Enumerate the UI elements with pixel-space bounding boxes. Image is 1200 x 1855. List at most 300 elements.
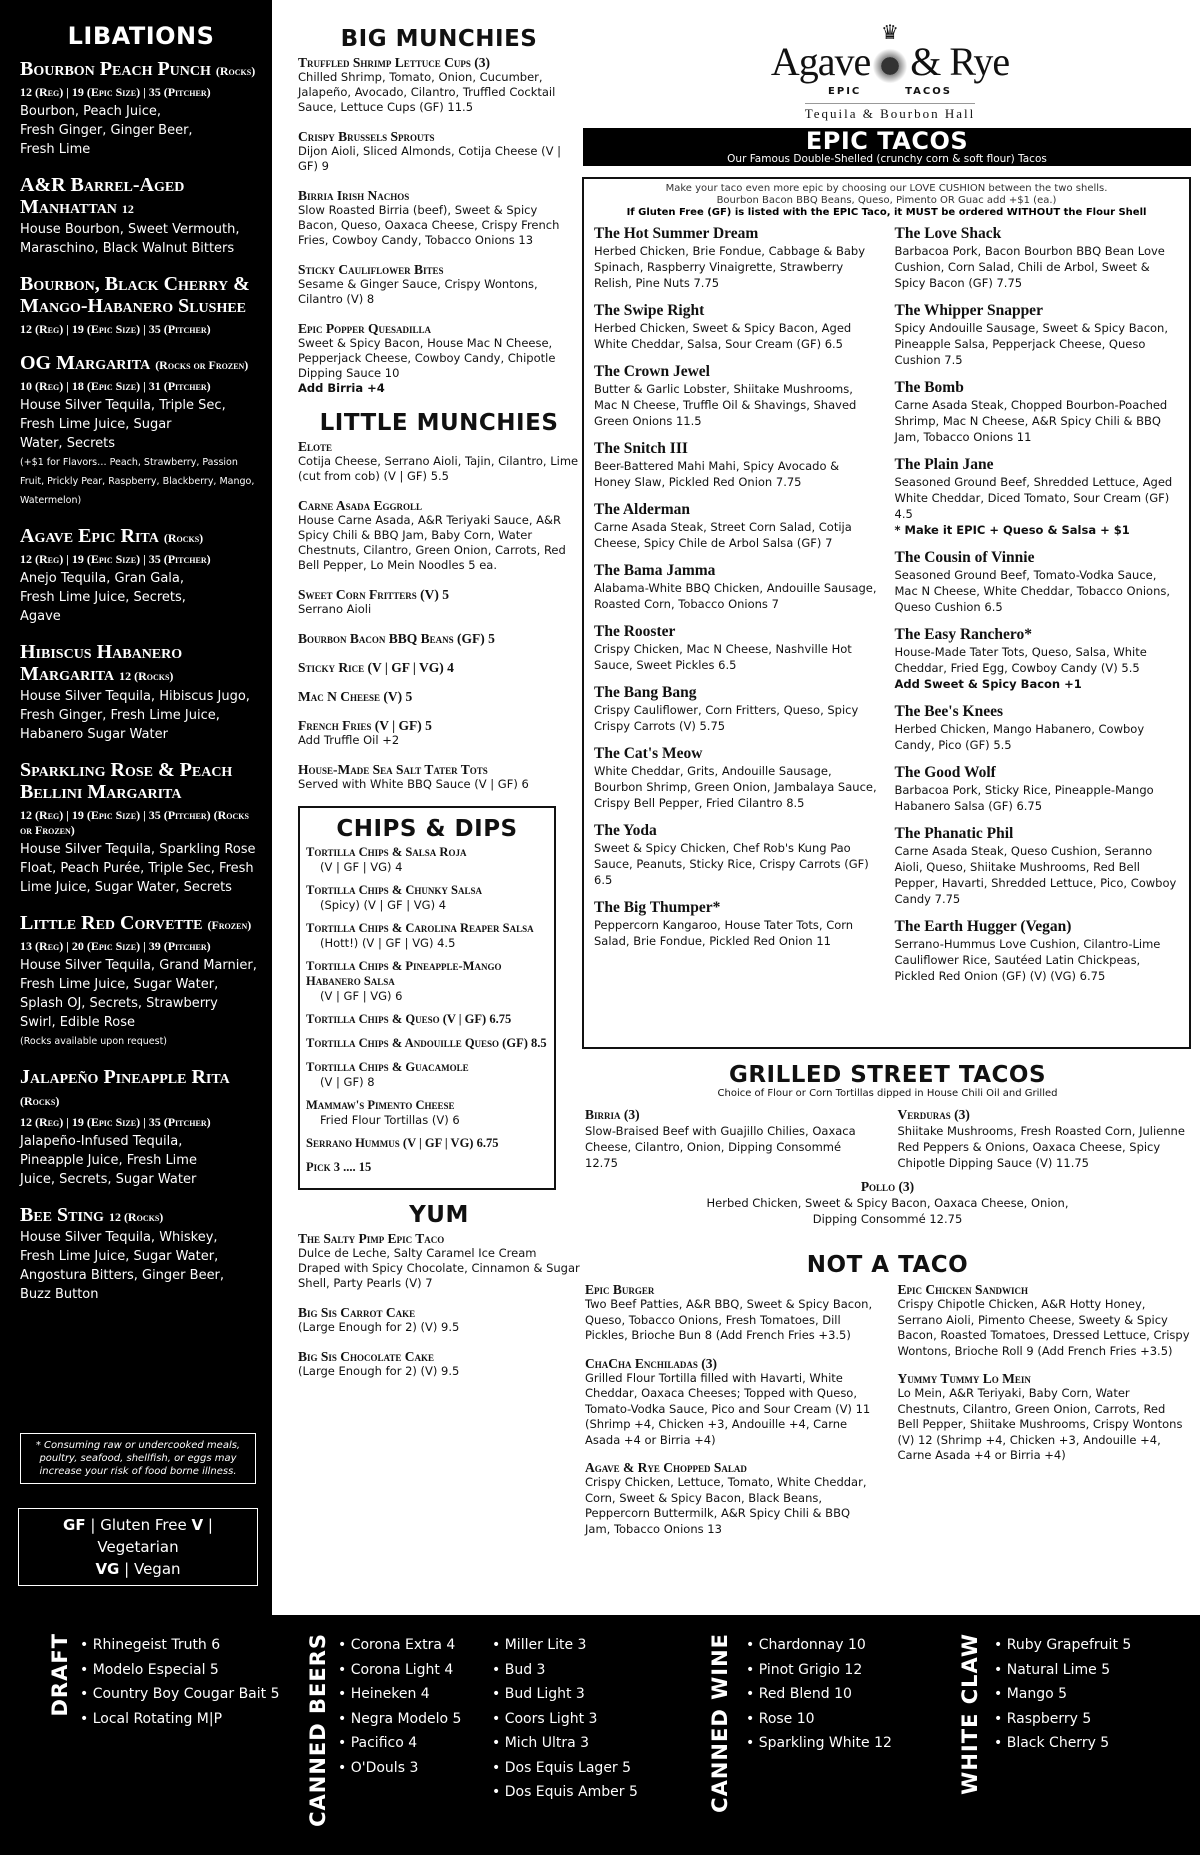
libation-desc: Juice, Secrets, Sugar Water bbox=[20, 1172, 197, 1187]
libation-desc: Splash OJ, Secrets, Strawberry bbox=[20, 996, 218, 1011]
legend-gf-text: | Gluten Free bbox=[90, 1516, 187, 1534]
epic-taco-item bbox=[895, 825, 1180, 907]
libation-price: 12 (Reg) | 19 (Epic Size) | 35 (Pitcher) (Rocks or Frozen) bbox=[20, 808, 249, 837]
menu-item bbox=[298, 631, 580, 646]
menu-item bbox=[298, 262, 580, 307]
epic-taco-item bbox=[594, 302, 879, 352]
libation-name bbox=[20, 58, 262, 82]
libation-price: 13 (Reg) | 20 (Epic Size) | 39 (Pitcher) bbox=[20, 939, 211, 953]
taco-extra: * Make it EPIC + Queso & Salsa + $1 bbox=[894, 523, 1130, 537]
chip-item bbox=[306, 1160, 548, 1175]
libation-desc: House Silver Tequila, Hibiscus Jugo, bbox=[20, 689, 250, 704]
libation-item bbox=[20, 525, 262, 626]
item-name: Birria Irish Nachos bbox=[298, 188, 410, 203]
taco-name: The Bee's Knees bbox=[894, 703, 1003, 720]
libation-name-text: Little Red Corvette bbox=[20, 912, 203, 934]
yum-title: YUM bbox=[409, 1202, 469, 1228]
epic-taco-item bbox=[895, 225, 1180, 291]
libation-name bbox=[20, 759, 262, 805]
item-name: Crispy Brussels Sprouts bbox=[298, 129, 435, 144]
taco-desc: Seasoned Ground Beef, Shredded Lettuce, Aged White Cheddar, Diced Tomato, Sour Cream (GF) 4.5 bbox=[894, 475, 1173, 521]
item-desc: Served with White BBQ Sauce (V | GF) 6 bbox=[298, 777, 529, 791]
not-a-taco-title: NOT A TACO bbox=[806, 1252, 969, 1278]
drink-item: • Ruby Grapefruit 5 bbox=[994, 1633, 1131, 1658]
item-desc: Slow-Braised Beef with Guajillo Chilies, Oaxaca Cheese, Cilantro, Onion, Dipping Consommé 12.75 bbox=[585, 1124, 856, 1170]
libation-desc: Fresh Lime Juice, Sugar Water, bbox=[20, 1249, 219, 1264]
epic-taco-item bbox=[594, 363, 879, 429]
taco-extra: Add Sweet & Spicy Bacon +1 bbox=[894, 677, 1082, 691]
taco-name: The Rooster bbox=[594, 623, 676, 640]
item-desc: Crispy Chicken, Lettuce, Tomato, White Cheddar, Corn, Sweet & Spicy Bacon, Black Beans, Peppercorn Buttermilk, A&R Spicy Chili & BBQ Jam, Tobacco Onions 13 bbox=[585, 1475, 867, 1536]
taco-name: The Love Shack bbox=[894, 225, 1002, 242]
libation-item bbox=[20, 352, 262, 510]
item-sub: Fried Flour Tortillas (V) 6 bbox=[320, 1113, 460, 1127]
legend-v: V bbox=[191, 1516, 204, 1534]
libation-desc: Fresh Lime bbox=[20, 142, 91, 157]
libation-name bbox=[20, 1066, 262, 1112]
menu-item bbox=[298, 660, 580, 675]
drink-item: • Coors Light 3 bbox=[492, 1707, 638, 1732]
item-desc: Dijon Aioli, Sliced Almonds, Cotija Cheese (V | GF) 9 bbox=[298, 144, 562, 173]
libation-desc: Anejo Tequila, Gran Gala, bbox=[20, 571, 185, 586]
taco-name: The Yoda bbox=[594, 822, 657, 839]
legend-v-text: | Vegetarian bbox=[97, 1516, 213, 1556]
bee-icon bbox=[873, 48, 907, 84]
drink-item: • Pacifico 4 bbox=[338, 1731, 461, 1756]
epic-taco-item bbox=[594, 562, 879, 612]
menu-item bbox=[298, 718, 580, 748]
not-a-taco-left bbox=[585, 1282, 878, 1549]
chip-item bbox=[306, 1012, 548, 1027]
epic-taco-item bbox=[594, 225, 879, 291]
item-desc: Add Truffle Oil +2 bbox=[298, 733, 400, 747]
libation-item bbox=[20, 1066, 262, 1189]
libation-name-text: Bourbon, Black Cherry & Mango-Habanero Slushee bbox=[20, 273, 250, 317]
epic-taco-item bbox=[895, 549, 1180, 615]
epic-intro-3: If Gluten Free (GF) is listed with the EPIC Taco, it MUST be ordered WITHOUT the Flour Shell bbox=[626, 207, 1147, 218]
taco-name: The Easy Ranchero* bbox=[894, 626, 1033, 643]
street-taco-item bbox=[898, 1107, 1191, 1171]
drink-item: • Heineken 4 bbox=[338, 1682, 461, 1707]
chip-item bbox=[306, 1136, 548, 1151]
taco-desc: Herbed Chicken, Mango Habanero, Cowboy Candy, Pico (GF) 5.5 bbox=[894, 722, 1145, 752]
taco-desc: Spicy Andouille Sausage, Sweet & Spicy Bacon, Pineapple Salsa, Pepperjack Cheese, Queso Cushion 7.5 bbox=[894, 321, 1168, 367]
libation-extra: (+$1 for Flavors… Peach, Strawberry, Passion Fruit, Prickly Pear, Raspberry, Blackberry, Mango, Watermelon) bbox=[20, 457, 255, 506]
item-name: Big Sis Chocolate Cake bbox=[298, 1349, 434, 1364]
drink-item: • Country Boy Cougar Bait 5 bbox=[80, 1682, 280, 1707]
item-desc: Chilled Shrimp, Tomato, Onion, Cucumber, Jalapeño, Avocado, Cilantro, Truffled Cocktail Sauce, Lettuce Cups (GF) 11.5 bbox=[298, 70, 556, 114]
item-sub: (Hott!) (V | GF | VG) 4.5 bbox=[320, 936, 456, 950]
taco-desc: Crispy Chicken, Mac N Cheese, Nashville Hot Sauce, Sweet Pickles 6.5 bbox=[594, 642, 852, 672]
menu-item bbox=[298, 55, 580, 115]
taco-name: The Cousin of Vinnie bbox=[894, 549, 1035, 566]
epic-taco-item bbox=[594, 822, 879, 888]
item-name: Birria (3) bbox=[585, 1107, 640, 1122]
item-name: Sweet Corn Fritters (V) 5 bbox=[298, 587, 450, 602]
libation-extra: (Rocks available upon request) bbox=[20, 1036, 168, 1047]
chips-dips-box bbox=[298, 806, 556, 1190]
taco-name: The Swipe Right bbox=[594, 302, 705, 319]
drink-item: • Rose 10 bbox=[746, 1707, 892, 1732]
libation-desc: Buzz Button bbox=[20, 1287, 99, 1302]
legend-vg: VG bbox=[95, 1560, 120, 1578]
taco-desc: Herbed Chicken, Brie Fondue, Cabbage & Baby Spinach, Raspberry Vinaigrette, Strawberry Relish, Pine Nuts 7.75 bbox=[594, 244, 866, 290]
menu-item bbox=[298, 689, 580, 704]
libations-panel bbox=[0, 0, 272, 1615]
menu-item bbox=[585, 1356, 878, 1449]
epic-taco-item bbox=[594, 501, 879, 551]
taco-name: The Bama Jamma bbox=[594, 562, 716, 579]
brand-name-left: Agave bbox=[770, 39, 871, 84]
menu-item bbox=[298, 1349, 580, 1379]
libation-item bbox=[20, 912, 262, 1051]
epic-taco-item bbox=[895, 456, 1180, 538]
item-desc: Crispy Chipotle Chicken, A&R Hotty Honey, Serrano Aioli, Pimento Cheese, Sweety & Spicy Bacon, Roasted Tomatoes, Dressed Lettuce, Crispy Wontons, Brioche Roll 9 (Add French Fries +3.5) bbox=[897, 1297, 1190, 1358]
epic-taco-item bbox=[594, 440, 879, 490]
street-tacos-section bbox=[585, 1062, 1190, 1227]
taco-desc: Butter & Garlic Lobster, Shiitake Mushrooms, Mac N Cheese, Truffle Oil & Shavings, Shaved Green Onions 11.5 bbox=[594, 382, 857, 428]
epic-taco-item bbox=[895, 918, 1180, 984]
epic-tacos-header bbox=[583, 128, 1191, 166]
libation-name-text: A&R Barrel-Aged Manhattan bbox=[20, 174, 185, 218]
epic-intro-1: Make your taco even more epic by choosing our LOVE CUSHION between the two shells. bbox=[665, 183, 1108, 194]
drink-item: • Mich Ultra 3 bbox=[492, 1731, 638, 1756]
item-name: French Fries (V | GF) 5 bbox=[298, 718, 432, 733]
item-name: Sticky Cauliflower Bites bbox=[298, 262, 444, 277]
item-name: Pick 3 .... 15 bbox=[306, 1160, 372, 1174]
chips-dips-title: CHIPS & DIPS bbox=[336, 816, 518, 842]
libation-name-text: Agave Epic Rita bbox=[20, 525, 159, 547]
taco-desc: Alabama-White BBQ Chicken, Andouille Sausage, Roasted Corn, Tobacco Onions 7 bbox=[594, 581, 877, 611]
menu-item bbox=[298, 188, 580, 248]
little-munchies-title: LITTLE MUNCHIES bbox=[319, 410, 559, 436]
draft-list bbox=[80, 1633, 280, 1731]
libation-desc: Angostura Bitters, Ginger Beer, bbox=[20, 1268, 225, 1283]
taco-desc: White Cheddar, Grits, Andouille Sausage, Bourbon Shrimp, Green Onion, Jambalaya Sauce, Crispy Bell Pepper, Fried Cilantro 8.5 bbox=[594, 764, 877, 810]
drink-item: • Corona Light 4 bbox=[338, 1658, 461, 1683]
epic-taco-item bbox=[895, 302, 1180, 368]
taco-name: The Phanatic Phil bbox=[894, 825, 1014, 842]
big-munchies-title: BIG MUNCHIES bbox=[340, 26, 538, 52]
taco-name: The Good Wolf bbox=[894, 764, 996, 781]
drink-item: • Dos Equis Amber 5 bbox=[492, 1780, 638, 1805]
drink-item: • Local Rotating M|P bbox=[80, 1707, 280, 1732]
draft-label: DRAFT bbox=[48, 1633, 72, 1717]
chip-item bbox=[306, 1060, 548, 1089]
canned-beers-list-2 bbox=[492, 1633, 638, 1805]
chips-dips-list bbox=[306, 845, 548, 1175]
canned-wine-list bbox=[746, 1633, 892, 1756]
item-desc: Sweet & Spicy Bacon, House Mac N Cheese, Pepperjack Cheese, Cowboy Candy, Chipotle Dipping Sauce 10 bbox=[298, 336, 556, 380]
drink-item: • O'Douls 3 bbox=[338, 1756, 461, 1781]
chip-item bbox=[306, 883, 548, 912]
libation-price: 10 (Reg) | 18 (Epic Size) | 31 (Pitcher) bbox=[20, 379, 211, 393]
little-munchies-list bbox=[298, 439, 580, 792]
menu-item bbox=[298, 1231, 580, 1291]
epic-taco-item bbox=[594, 623, 879, 673]
brand-tagline: Tequila & Bourbon Hall bbox=[805, 103, 976, 122]
epic-taco-item bbox=[895, 626, 1180, 692]
libation-price: 12 (Reg) | 19 (Epic Size) | 35 (Pitcher) bbox=[20, 552, 211, 566]
chip-item bbox=[306, 959, 548, 1003]
chip-item bbox=[306, 1098, 548, 1127]
item-name: Tortilla Chips & Pineapple-Mango Habanero Salsa bbox=[306, 959, 502, 988]
epic-taco-item bbox=[594, 745, 879, 811]
drink-item: • Modelo Especial 5 bbox=[80, 1658, 280, 1683]
taco-desc: Peppercorn Kangaroo, House Tater Tots, Corn Salad, Brie Fondue, Pickled Red Onion 11 bbox=[594, 918, 854, 948]
item-name: Yummy Tummy Lo Mein bbox=[897, 1371, 1031, 1386]
libation-desc: Jalapeño-Infused Tequila, bbox=[20, 1134, 183, 1149]
legend-gf: GF bbox=[63, 1516, 86, 1534]
street-taco-item bbox=[585, 1107, 878, 1171]
item-name: Carne Asada Eggroll bbox=[298, 498, 423, 513]
taco-name: The Bomb bbox=[894, 379, 964, 396]
epic-tacos-box bbox=[582, 177, 1191, 1049]
taco-name: The Plain Jane bbox=[894, 456, 994, 473]
item-name: Epic Burger bbox=[585, 1282, 655, 1297]
chip-item bbox=[306, 1036, 548, 1051]
taco-desc: Carne Asada Steak, Street Corn Salad, Cotija Cheese, Spicy Chile de Arbol Salsa (GF) 7 bbox=[594, 520, 852, 550]
libation-item bbox=[20, 273, 262, 337]
drink-item: • Natural Lime 5 bbox=[994, 1658, 1131, 1683]
taco-desc: Barbacoa Pork, Sticky Rice, Pineapple-Mango Habanero Salsa (GF) 6.75 bbox=[894, 783, 1154, 813]
item-sub: (V | GF) 8 bbox=[320, 1075, 375, 1089]
taco-name: The Bang Bang bbox=[594, 684, 697, 701]
libation-name bbox=[20, 641, 262, 687]
menu-item bbox=[898, 1371, 1191, 1464]
drink-item: • Bud Light 3 bbox=[492, 1682, 638, 1707]
drink-item: • Raspberry 5 bbox=[994, 1707, 1131, 1732]
item-name: Tortilla Chips & Salsa Roja bbox=[306, 845, 467, 859]
libation-desc: Float, Peach Purée, Triple Sec, Fresh bbox=[20, 861, 254, 876]
libation-name-text: Hibiscus Habanero Margarita bbox=[20, 641, 183, 685]
libation-name bbox=[20, 1204, 262, 1228]
libation-desc: Maraschino, Black Walnut Bitters bbox=[20, 241, 235, 256]
drinks-panel bbox=[0, 1615, 1200, 1855]
item-name: Pollo (3) bbox=[860, 1179, 915, 1194]
drink-item: • Rhinegeist Truth 6 bbox=[80, 1633, 280, 1658]
libation-name bbox=[20, 525, 262, 549]
libation-name bbox=[20, 174, 262, 220]
libation-size: (Rocks) bbox=[215, 64, 256, 78]
drink-item: • Bud 3 bbox=[492, 1658, 638, 1683]
item-sub: (V | GF | VG) 4 bbox=[320, 860, 403, 874]
item-name: Serrano Hummus (V | GF | VG) 6.75 bbox=[306, 1136, 499, 1150]
item-name: Elote bbox=[298, 439, 333, 454]
item-desc: Sesame & Ginger Sauce, Crispy Wontons, Cilantro (V) 8 bbox=[298, 277, 538, 306]
libation-size: (Rocks or Frozen) bbox=[155, 358, 249, 372]
libation-desc: Pineapple Juice, Fresh Lime bbox=[20, 1153, 197, 1168]
epic-tacos-right bbox=[895, 225, 1180, 995]
not-a-taco-right bbox=[898, 1282, 1191, 1549]
taco-desc: House-Made Tater Tots, Queso, Salsa, White Cheddar, Fried Egg, Cowboy Candy (V) 5.5 bbox=[894, 645, 1147, 675]
street-taco-item bbox=[585, 1179, 1190, 1227]
libation-desc: House Silver Tequila, Triple Sec, bbox=[20, 398, 226, 413]
taco-desc: Beer-Battered Mahi Mahi, Spicy Avocado & Honey Slaw, Pickled Red Onion 7.75 bbox=[594, 459, 840, 489]
libation-price: 12 (Reg) | 19 (Epic Size) | 35 (Pitcher) bbox=[20, 85, 211, 99]
item-name: Tortilla Chips & Chunky Salsa bbox=[306, 883, 482, 897]
item-desc: Dulce de Leche, Salty Caramel Ice Cream Draped with Spicy Chocolate, Cinnamon & Sugar Shell, Party Pearls (V) 7 bbox=[298, 1246, 580, 1290]
item-desc: Slow Roasted Birria (beef), Sweet & Spicy Bacon, Queso, Oaxaca Cheese, Crispy French Fries, Cowboy Candy, Tobacco Onions 13 bbox=[298, 203, 560, 247]
taco-desc: Sweet & Spicy Chicken, Chef Rob's Kung Pao Sauce, Peanuts, Sticky Rice, Crispy Carrots (GF) 6.5 bbox=[594, 841, 869, 887]
canned-beers-list-1 bbox=[338, 1633, 461, 1780]
chip-item bbox=[306, 921, 548, 950]
item-desc: Cotija Cheese, Serrano Aioli, Tajin, Cilantro, Lime (cut from cob) (V | GF) 5.5 bbox=[298, 454, 579, 483]
libation-desc: Habanero Sugar Water bbox=[20, 727, 168, 742]
libation-desc: Fresh Lime Juice, Sugar Water, bbox=[20, 977, 219, 992]
drink-item: • Mango 5 bbox=[994, 1682, 1131, 1707]
libation-name-text: Sparkling Rose & Peach Bellini Margarita bbox=[20, 759, 233, 803]
libation-desc: House Bourbon, Sweet Vermouth, bbox=[20, 222, 240, 237]
libation-desc: Fresh Lime Juice, Secrets, bbox=[20, 590, 186, 605]
taco-name: The Whipper Snapper bbox=[894, 302, 1043, 319]
libation-desc: Agave bbox=[20, 609, 61, 624]
taco-name: The Earth Hugger (Vegan) bbox=[894, 918, 1072, 935]
taco-desc: Herbed Chicken, Sweet & Spicy Bacon, Aged White Cheddar, Salsa, Sour Cream (GF) 6.5 bbox=[594, 321, 852, 351]
menu-item bbox=[298, 439, 580, 484]
white-claw-list bbox=[994, 1633, 1131, 1756]
menu-item bbox=[585, 1282, 878, 1344]
libation-size: (Rocks) bbox=[20, 1094, 60, 1108]
menu-item bbox=[898, 1282, 1191, 1359]
taco-desc: Crispy Cauliflower, Corn Fritters, Queso, Spicy Crispy Carrots (V) 5.75 bbox=[594, 703, 859, 733]
item-name: Sticky Rice (V | GF | VG) 4 bbox=[298, 660, 454, 675]
libation-size: 12 (Rocks) bbox=[119, 669, 174, 683]
drink-item: • Negra Modelo 5 bbox=[338, 1707, 461, 1732]
menu-item bbox=[298, 1305, 580, 1335]
item-name: Verduras (3) bbox=[897, 1107, 970, 1122]
libation-size: 12 (Rocks) bbox=[108, 1210, 164, 1224]
item-name: Epic Chicken Sandwich bbox=[897, 1282, 1029, 1297]
canned-wine-label: CANNED WINE bbox=[708, 1633, 732, 1813]
libation-desc: House Silver Tequila, Whiskey, bbox=[20, 1230, 218, 1245]
item-extra: Add Birria +4 bbox=[298, 381, 385, 395]
epic-taco-item bbox=[895, 764, 1180, 814]
libation-size: 12 bbox=[121, 202, 134, 216]
libation-name bbox=[20, 352, 262, 376]
drink-item: • Corona Extra 4 bbox=[338, 1633, 461, 1658]
libation-desc: House Silver Tequila, Grand Marnier, bbox=[20, 958, 257, 973]
item-name: Truffled Shrimp Lettuce Cups (3) bbox=[298, 55, 491, 70]
libation-desc: Fresh Ginger, Fresh Lime Juice, bbox=[20, 708, 220, 723]
taco-desc: Seasoned Ground Beef, Tomato-Vodka Sauce, Mac N Cheese, White Cheddar, Tobacco Onions, Queso Cushion 6.5 bbox=[894, 568, 1171, 614]
libation-name-text: OG Margarita bbox=[20, 352, 151, 374]
taco-name: The Crown Jewel bbox=[594, 363, 710, 380]
taco-desc: Serrano-Hummus Love Cushion, Cilantro-Lime Cauliflower Rice, Sautéed Latin Chickpeas, Pickled Red Onion (GF) (V) (VG) 6.75 bbox=[894, 937, 1161, 983]
brand-tacos: TACOS bbox=[905, 85, 952, 97]
item-desc: House Carne Asada, A&R Teriyaki Sauce, A&R Spicy Chili & BBQ Jam, Baby Corn, Water Chestnuts, Cilantro, Green Onion, Carrots, Red Bell Pepper, Lo Mein Noodles 5 ea. bbox=[298, 513, 566, 572]
libation-name bbox=[20, 912, 262, 936]
item-desc: Shiitake Mushrooms, Fresh Roasted Corn, Julienne Red Peppers & Onions, Oaxaca Cheese, Spicy Chipotle Dipping Sauce (V) 11.75 bbox=[897, 1124, 1185, 1170]
libations-title: LIBATIONS bbox=[67, 22, 215, 50]
item-name: Mac N Cheese (V) 5 bbox=[298, 689, 413, 704]
crown-icon: ♛ bbox=[881, 20, 899, 44]
epic-tacos-subtitle: Our Famous Double-Shelled (crunchy corn & soft flour) Tacos bbox=[727, 153, 1047, 165]
libation-desc: Water, Secrets bbox=[20, 436, 116, 451]
epic-tacos-left bbox=[594, 225, 879, 995]
item-name: Tortilla Chips & Andouille Queso (GF) 8.5 bbox=[306, 1036, 547, 1050]
taco-name: The Hot Summer Dream bbox=[594, 225, 759, 242]
munchies-column bbox=[298, 26, 580, 1393]
libation-name-text: Bourbon Peach Punch bbox=[20, 58, 211, 80]
item-name: ChaCha Enchiladas (3) bbox=[585, 1355, 718, 1371]
item-name: Big Sis Carrot Cake bbox=[298, 1305, 416, 1320]
brand-logo bbox=[700, 22, 1080, 122]
white-claw-label: WHITE CLAW bbox=[958, 1633, 982, 1795]
item-name: House-Made Sea Salt Tater Tots bbox=[298, 762, 488, 777]
item-name: Tortilla Chips & Guacamole bbox=[306, 1060, 469, 1074]
libation-desc: Fresh Lime Juice, Sugar bbox=[20, 417, 172, 432]
item-name: The Salty Pimp Epic Taco bbox=[298, 1231, 445, 1246]
item-name: Tortilla Chips & Carolina Reaper Salsa bbox=[306, 921, 534, 935]
brand-name bbox=[700, 39, 1080, 84]
libation-name-text: Bee Sting bbox=[20, 1204, 104, 1226]
street-tacos-subtitle: Choice of Flour or Corn Tortillas dipped in House Chili Oil and Grilled bbox=[717, 1088, 1058, 1099]
libation-desc: Swirl, Edible Rose bbox=[20, 1015, 135, 1030]
drink-item: • Pinot Grigio 12 bbox=[746, 1658, 892, 1683]
epic-taco-item bbox=[895, 379, 1180, 445]
libation-price: 12 (Reg) | 19 (Epic Size) | 35 (Pitcher) bbox=[20, 1115, 211, 1129]
menu-item bbox=[298, 129, 580, 174]
diet-legend bbox=[18, 1508, 258, 1586]
taco-desc: Carne Asada Steak, Queso Cushion, Seranno Aioli, Queso, Shiitake Mushrooms, Red Bell Pepper, Havarti, Shredded Lettuce, Pico, Cowboy Candy 7.75 bbox=[894, 844, 1177, 906]
libation-item bbox=[20, 174, 262, 258]
item-name: Epic Popper Quesadilla bbox=[298, 321, 432, 336]
drink-item: • Chardonnay 10 bbox=[746, 1633, 892, 1658]
menu-item bbox=[298, 498, 580, 573]
item-desc: Lo Mein, A&R Teriyaki, Baby Corn, Water Chestnuts, Cilantro, Green Onion, Carrots, Red Bell Pepper, Shiitake Mushrooms, Crispy Wontons (V) 12 (Shrimp +4, Chicken +3, Andouille +4, Carne Asada +4 or Birria +4) bbox=[897, 1386, 1183, 1462]
libation-item bbox=[20, 1204, 262, 1304]
libation-size: (Frozen) bbox=[207, 918, 252, 932]
libation-item bbox=[20, 58, 262, 159]
item-name: Mammaw's Pimento Cheese bbox=[306, 1098, 455, 1112]
taco-desc: Barbacoa Pork, Bacon Bourbon BBQ Bean Love Cushion, Corn Salad, Chili de Arbol, Sweet & Spicy Bacon (GF) 7.75 bbox=[894, 244, 1165, 290]
item-sub: (Spicy) (V | GF | VG) 4 bbox=[320, 898, 447, 912]
drink-item: • Red Blend 10 bbox=[746, 1682, 892, 1707]
taco-desc: Carne Asada Steak, Chopped Bourbon-Poached Shrimp, Mac N Cheese, A&R Spicy Chili & BBQ Jam, Tobacco Onions 11 bbox=[894, 398, 1168, 444]
item-name: Agave & Rye Chopped Salad bbox=[585, 1460, 747, 1475]
libation-name bbox=[20, 273, 262, 319]
item-desc: Serrano Aioli bbox=[298, 602, 372, 616]
epic-tacos-title: EPIC TACOS bbox=[805, 127, 969, 155]
libation-name-text: Jalapeño Pineapple Rita bbox=[20, 1066, 230, 1088]
libation-item bbox=[20, 641, 262, 744]
epic-intro bbox=[594, 183, 1179, 219]
libation-desc: Bourbon, Peach Juice, bbox=[20, 104, 161, 119]
item-desc: Herbed Chicken, Sweet & Spicy Bacon, Oaxaca Cheese, Onion, Dipping Consommé 12.75 bbox=[706, 1196, 1069, 1226]
drink-item: • Sparkling White 12 bbox=[746, 1731, 892, 1756]
chip-item bbox=[306, 845, 548, 874]
menu-item bbox=[298, 762, 580, 792]
item-sub: (V | GF | VG) 6 bbox=[320, 989, 403, 1003]
libation-desc: Fresh Ginger, Ginger Beer, bbox=[20, 123, 193, 138]
menu-item bbox=[298, 587, 580, 617]
yum-list bbox=[298, 1231, 580, 1379]
taco-name: The Big Thumper* bbox=[594, 899, 721, 916]
libation-desc: House Silver Tequila, Sparkling Rose bbox=[20, 842, 256, 857]
canned-beers-label: CANNED BEERS bbox=[306, 1633, 330, 1827]
taco-name: The Alderman bbox=[594, 501, 691, 518]
taco-name: The Snitch III bbox=[594, 440, 688, 457]
epic-taco-item bbox=[594, 684, 879, 734]
food-safety-notice: * Consuming raw or undercooked meals, poultry, seafood, shellfish, or eggs may increase your risk of food borne illness. bbox=[20, 1433, 256, 1484]
brand-epic: EPIC bbox=[828, 85, 862, 97]
epic-taco-item bbox=[895, 703, 1180, 753]
menu-item bbox=[298, 321, 580, 396]
street-tacos-title: GRILLED STREET TACOS bbox=[728, 1062, 1047, 1088]
legend-vg-text: | Vegan bbox=[124, 1560, 181, 1578]
libation-price: 12 (Reg) | 19 (Epic Size) | 35 (Pitcher) bbox=[20, 322, 211, 336]
